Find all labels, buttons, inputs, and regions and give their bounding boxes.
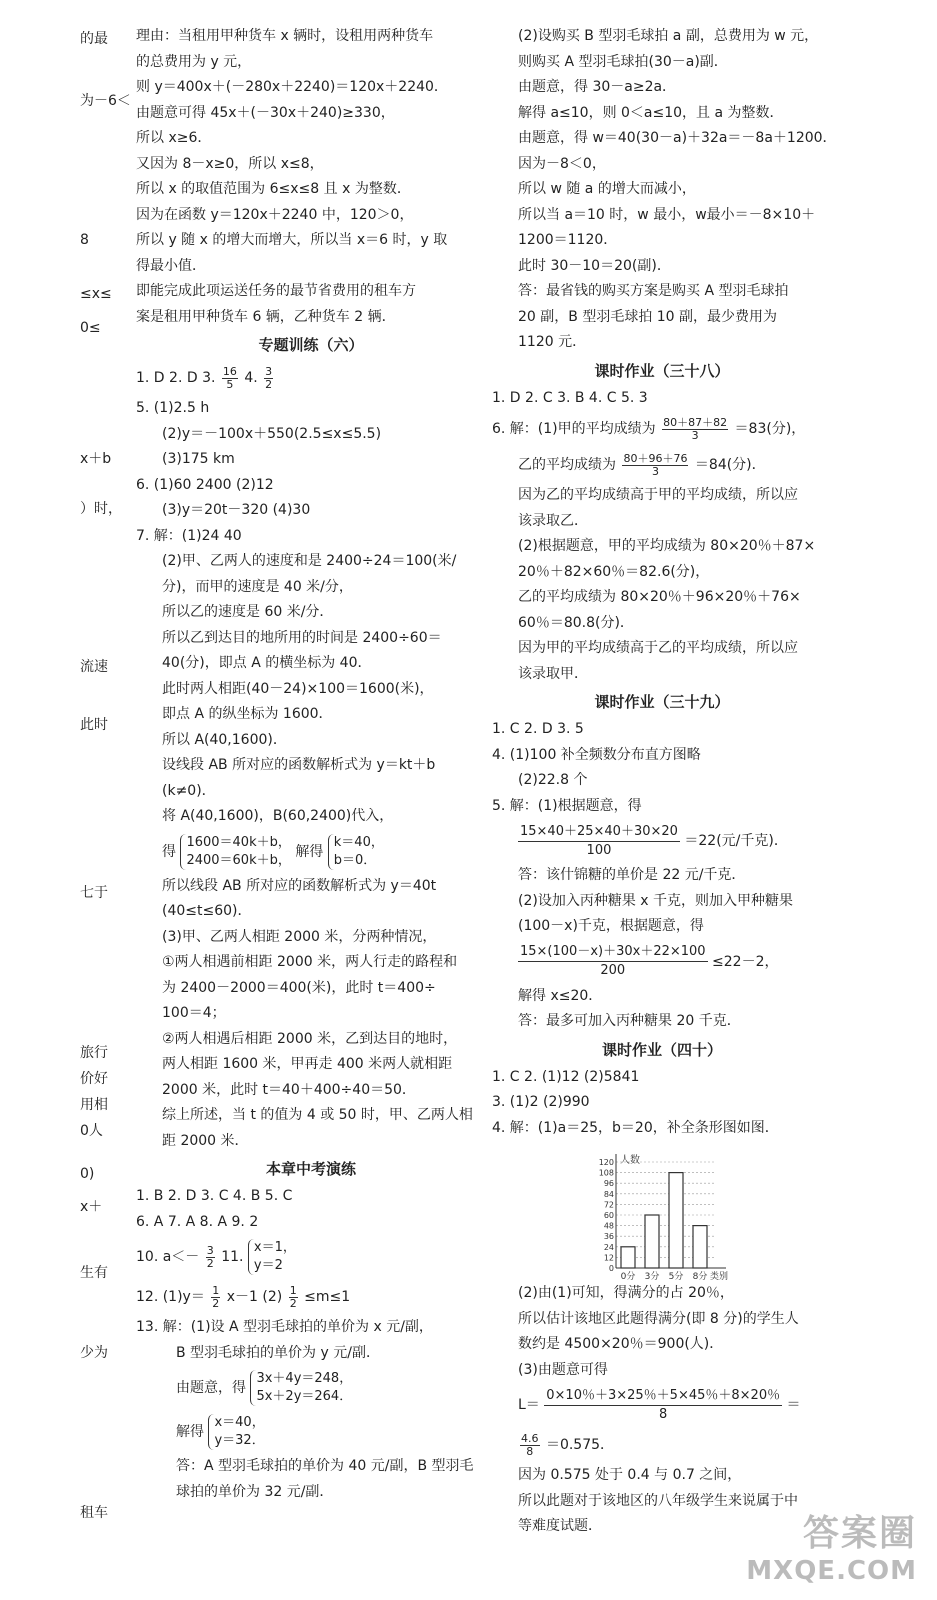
- text-line: 综上所述，当 t 的值为 4 或 50 时，甲、乙两人相: [162, 1107, 473, 1123]
- margin-fragment: 0≤: [80, 320, 101, 336]
- text-line: 此时 30－10＝20(副)．: [518, 257, 671, 274]
- answer-text: x－1 (2): [226, 1289, 283, 1305]
- text-line: 1. B 2. D 3. C 4. B 5. C: [136, 1188, 293, 1204]
- equation-system: [328, 834, 384, 870]
- fraction: [544, 1387, 782, 1424]
- text-line: 所以乙的速度是 60 米/分．: [162, 604, 334, 620]
- text-line: (3)y＝20t－320 (4)30: [162, 502, 311, 518]
- bar: [621, 1247, 635, 1268]
- fraction-denominator: 2: [206, 1256, 214, 1270]
- text-line: 1. C 2. D 3. 5: [492, 721, 584, 737]
- text-line: 乙的平均成绩为 80×20％＋96×20％＋76×: [518, 589, 801, 605]
- fraction: [264, 366, 273, 391]
- section-heading: 专题训练（六）: [258, 336, 364, 354]
- fraction-numerator: 1: [212, 1283, 220, 1297]
- text-line: 所以线段 AB 所对应的函数解析式为 y＝40t: [162, 877, 437, 894]
- text-line: 20％＋82×60％＝82.6(分)，: [518, 563, 710, 580]
- answer-text: 解得: [176, 1424, 204, 1440]
- text-line: (2)设购买 B 型羽毛球拍 a 副，总费用为 w 元，: [518, 28, 819, 44]
- text-line: 20 副，B 型羽毛球拍 10 副，最少费用为: [518, 308, 778, 325]
- text-line: (3)由题意可得: [518, 1361, 608, 1378]
- fraction-denominator: 2: [265, 377, 273, 391]
- text-line: 解得 x≤20．: [518, 987, 603, 1004]
- text-line: 由题意可得 45x＋(－30x＋240)≥330，: [136, 104, 395, 121]
- margin-fragment: 租车: [80, 1505, 108, 1521]
- text-line: 所以 y 随 x 的增大而增大，所以当 x＝6 时，y 取: [136, 232, 448, 248]
- fraction-numerator: 4.6: [521, 1431, 539, 1445]
- section-heading: 课时作业（三十八）: [594, 361, 730, 380]
- margin-fragment: 价好: [80, 1071, 108, 1087]
- fraction-numerator: 1: [289, 1283, 297, 1297]
- margin-fragment: 的最: [80, 31, 108, 47]
- fraction-denominator: 2: [212, 1296, 220, 1310]
- text-line: (3)甲、乙两人相距 2000 米，分两种情况，: [162, 928, 437, 945]
- fraction-denominator: 8: [659, 1406, 668, 1422]
- fraction-numerator: 16: [222, 364, 237, 378]
- y-tick-label: 108: [598, 1168, 614, 1178]
- margin-fragment: 为－6＜: [80, 93, 131, 109]
- text-line: 因为甲的平均成绩高于乙的平均成绩，所以应: [518, 640, 798, 656]
- equation: y＝2: [253, 1258, 283, 1273]
- answer-text: ＝83(分)，: [734, 421, 806, 437]
- text-line: 5. 解：(1)根据题意，得: [492, 797, 642, 814]
- text-line: 案是租用甲种货车 6 辆，乙种货车 2 辆．: [136, 308, 396, 325]
- y-tick-label: 48: [603, 1221, 614, 1231]
- answer-text: 11.: [221, 1249, 244, 1265]
- answer-text: ＝0.575．: [545, 1437, 615, 1453]
- answer-line: [492, 1427, 832, 1463]
- text-line: 4. (1)100 补全频数分布直方图略: [492, 746, 701, 763]
- fraction-numerator: 80＋96＋76: [623, 451, 688, 465]
- bar-chart-svg: [590, 1154, 740, 1289]
- answer-text: 10. a＜－: [136, 1249, 200, 1265]
- fraction-denominator: 100: [586, 842, 612, 858]
- text-line: ②两人相遇后相距 2000 米，乙到达目的地时，: [162, 1030, 458, 1047]
- text-line: 此时两人相距(40－24)×100＝1600(米)，: [162, 680, 434, 697]
- text-line: 答：最多可加入丙种糖果 20 千克．: [518, 1013, 741, 1029]
- text-line: 所以 w 随 a 的增大而减小，: [518, 181, 696, 197]
- text-line: 40(分)，即点 A 的横坐标为 40．: [162, 655, 372, 671]
- text-line: 距 2000 米．: [162, 1132, 249, 1149]
- equation-line: [136, 830, 486, 874]
- text-line: 所以 A(40,1600)．: [162, 731, 287, 748]
- fraction: [520, 1433, 540, 1458]
- answer-line: [136, 1235, 486, 1279]
- watermark: [746, 1505, 917, 1586]
- text-line: 所以估计该地区此题得满分(即 8 分)的学生人: [518, 1310, 799, 1327]
- margin-fragment: 少为: [80, 1345, 108, 1361]
- y-tick-label: 84: [603, 1189, 614, 1199]
- fraction: [211, 1285, 220, 1310]
- text-line: 6. A 7. A 8. A 9. 2: [136, 1213, 259, 1230]
- fraction-numerator: 15×(100－x)＋30x＋22×100: [518, 943, 708, 962]
- section-heading: 课时作业（三十九）: [594, 693, 730, 711]
- text-line: 则购买 A 型羽毛球拍(30－a)副．: [518, 53, 728, 70]
- answer-text: 得: [162, 843, 176, 860]
- y-tick-label: 0: [608, 1264, 614, 1273]
- answer-line: [136, 360, 486, 396]
- answer-text: 6. 解：(1)甲的平均成绩为: [492, 421, 656, 437]
- text-line: 由题意，得 w＝40(30－a)＋32a＝－8a＋1200．: [518, 130, 837, 146]
- x-axis-label: 类别: [709, 1272, 728, 1282]
- bar: [693, 1226, 707, 1268]
- margin-fragment: 流速: [80, 659, 108, 675]
- text-line: 4. 解：(1)a＝25，b＝20，补全条形图如图．: [492, 1119, 779, 1136]
- text-line: 则 y＝400x＋(－280x＋2240)＝120x＋2240．: [136, 79, 448, 95]
- text-line: 将 A(40,1600)，B(60,2400)代入，: [162, 808, 394, 824]
- text-line: (2)由(1)可知，得满分的占 20％，: [518, 1285, 734, 1301]
- equation: 1600＝40k＋b，: [186, 834, 291, 850]
- x-tick-label: 3分: [644, 1272, 660, 1282]
- text-line: (2)甲、乙两人的速度和是 2400÷24＝100(米/: [162, 553, 457, 569]
- text-line: 该录取乙．: [518, 512, 588, 529]
- fraction: [622, 453, 688, 478]
- equation: 5x＋2y＝264．: [256, 1389, 353, 1404]
- fraction-numerator: 0×10％＋3×25％＋5×45％＋8×20％: [544, 1387, 782, 1406]
- fraction: [206, 1245, 215, 1270]
- answer-text: 12. (1)y＝: [136, 1289, 205, 1305]
- fraction-denominator: 8: [526, 1444, 534, 1458]
- answer-line: [492, 940, 832, 984]
- text-line: 即点 A 的纵坐标为 1600．: [162, 706, 333, 722]
- bar: [669, 1173, 683, 1268]
- text-line: 1. D 2. C 3. B 4. C 5. 3: [492, 389, 648, 406]
- text-line: (40≤t≤60)．: [162, 903, 252, 919]
- equation: k＝40，: [333, 834, 384, 850]
- equation: 2400＝60k＋b，: [186, 852, 291, 868]
- margin-fragment: x＋: [80, 1199, 103, 1215]
- equation-line: [136, 1366, 486, 1410]
- fraction: [518, 943, 708, 980]
- answer-text: 1. D 2. D 3.: [136, 370, 216, 386]
- text-line: 100＝4；: [162, 1005, 226, 1021]
- text-line: 答：A 型羽毛球拍的单价为 40 元/副，B 型羽毛: [176, 1458, 474, 1474]
- text-line: 即能完成此项运送任务的最节省费用的租车方: [136, 283, 416, 299]
- fraction-numerator: 3: [265, 364, 273, 378]
- text-line: 答：最省钱的购买方案是购买 A 型羽毛球拍: [518, 283, 789, 299]
- margin-fragment: 七于: [80, 885, 108, 901]
- answer-text: ＝84(分)．: [694, 457, 766, 473]
- answer-text: 解得: [295, 843, 324, 860]
- answer-text: L＝: [518, 1397, 540, 1413]
- margin-fragment: 旅行: [80, 1045, 108, 1061]
- fraction: [662, 417, 728, 442]
- text-line: (k≠0)．: [162, 782, 216, 799]
- text-line: 所以此题对于该地区的八年级学生来说属于中: [518, 1492, 798, 1509]
- answer-text: 乙的平均成绩为: [518, 457, 616, 473]
- fraction-denominator: 200: [600, 963, 626, 978]
- text-line: B 型羽毛球拍的单价为 y 元/副．: [176, 1344, 380, 1361]
- left-column: [136, 24, 486, 1505]
- text-line: 又因为 8－x≥0，所以 x≤8，: [136, 155, 324, 172]
- fraction-numerator: 15×40＋25×40＋30×20: [518, 823, 680, 842]
- text-line: 设线段 AB 所对应的函数解析式为 y＝kt＋b: [162, 757, 436, 773]
- text-line: 6. (1)60 2400 (2)12: [136, 476, 274, 493]
- margin-fragment: ）时，: [80, 501, 122, 517]
- text-line: (2)y＝－100x＋550(2.5≤x≤5.5): [162, 425, 382, 442]
- answer-line: [136, 1279, 486, 1315]
- text-line: 该录取甲．: [518, 665, 588, 682]
- right-column: [492, 24, 837, 1540]
- section-heading: 本章中考演练: [265, 1160, 356, 1178]
- text-line: 球拍的单价为 32 元/副．: [176, 1483, 334, 1500]
- fraction: [222, 366, 238, 391]
- equation: x＝1，: [253, 1240, 296, 1255]
- equation: x＝40，: [214, 1415, 265, 1430]
- fraction-numerator: 80＋87＋82: [663, 415, 728, 429]
- answer-line: [492, 1383, 832, 1427]
- margin-fragment: x＋b: [80, 451, 112, 467]
- text-line: 所以乙到达目的地所用的时间是 2400÷60＝: [162, 629, 442, 646]
- text-line: 13. 解：(1)设 A 型羽毛球拍的单价为 x 元/副，: [136, 1319, 433, 1335]
- text-line: (3)175 km: [162, 451, 235, 467]
- text-line: ①两人相遇前相距 2000 米，两人行走的路程和: [162, 954, 458, 970]
- answer-line: [492, 447, 832, 483]
- equation: b＝0．: [333, 852, 377, 868]
- text-line: 分)，而甲的速度是 40 米/分，: [162, 578, 353, 595]
- text-line: 所以当 a＝10 时，w 最小，w最小＝－8×10＋: [518, 206, 816, 223]
- y-axis-label: 人数: [620, 1155, 640, 1166]
- text-line: 所以 x≥6．: [136, 130, 212, 146]
- text-line: 1. C 2. (1)12 (2)5841: [492, 1068, 640, 1085]
- margin-fragment: 生有: [80, 1265, 108, 1281]
- equation-line: [136, 1410, 486, 1454]
- y-tick-label: 12: [603, 1253, 614, 1263]
- text-line: 1200＝1120．: [518, 232, 618, 248]
- text-line: (2)22.8 个: [518, 772, 588, 788]
- y-tick-label: 96: [603, 1179, 614, 1189]
- text-line: 因为乙的平均成绩高于甲的平均成绩，所以应: [518, 487, 798, 503]
- answer-text: 4.: [244, 370, 258, 386]
- margin-fragment: 用相: [80, 1097, 108, 1113]
- text-line: (100－x)千克，根据题意，得: [518, 918, 704, 934]
- text-line: 60％＝80.8(分)．: [518, 614, 634, 631]
- text-line: 5. (1)2.5 h: [136, 400, 210, 416]
- x-tick-label: 5分: [668, 1272, 684, 1282]
- text-line: 由题意，得 30－a≥2a．: [518, 79, 677, 95]
- answer-text: ＝: [786, 1397, 801, 1413]
- equation-system: [180, 834, 290, 870]
- x-tick-label: 0分: [620, 1272, 636, 1282]
- text-line: 数约是 4500×20％＝900(人)．: [518, 1336, 724, 1352]
- fraction-denominator: 5: [226, 377, 234, 391]
- answer-text: ＝22(元/千克)．: [684, 833, 788, 849]
- text-line: 等难度试题．: [518, 1518, 602, 1534]
- margin-fragment: 8: [80, 232, 89, 248]
- margin-fragment: 此时: [80, 717, 108, 733]
- answer-text: ≤22－2，: [712, 953, 779, 970]
- text-line: 为 2400－2000＝400(米)，此时 t＝400÷: [162, 979, 436, 996]
- text-line: 因为－8＜0，: [518, 155, 606, 172]
- fraction-denominator: 3: [651, 464, 659, 478]
- y-tick-label: 60: [603, 1211, 614, 1220]
- fraction-denominator: 3: [691, 428, 699, 442]
- x-tick-label: 8分: [692, 1272, 708, 1282]
- text-line: 答：该什锦糖的单价是 22 元/千克．: [518, 867, 746, 883]
- margin-fragment: ≤x≤: [80, 286, 112, 302]
- answer-line: [492, 411, 832, 447]
- text-line: 因为 0.575 处于 0.4 与 0.7 之间，: [518, 1467, 742, 1483]
- y-tick-label: 120: [598, 1158, 614, 1167]
- y-tick-label: 24: [603, 1242, 614, 1252]
- text-line: 1120 元．: [518, 334, 587, 350]
- answer-text: ≤m≤1: [304, 1289, 351, 1305]
- equation-system: [250, 1370, 352, 1406]
- answer-text: 由题意，得: [176, 1380, 246, 1396]
- margin-fragment: 0): [80, 1166, 95, 1182]
- text-line: 解得 a≤10，则 0＜a≤10，且 a 为整数．: [518, 104, 784, 121]
- text-line: 因为在函数 y＝120x＋2240 中，120＞0，: [136, 206, 414, 223]
- text-line: 两人相距 1600 米，甲再走 400 米两人就相距: [162, 1056, 453, 1072]
- section-heading: 课时作业（四十）: [601, 1040, 722, 1059]
- equation-system: [248, 1239, 296, 1275]
- equation: 3x＋4y＝248，: [256, 1371, 353, 1386]
- fraction-numerator: 3: [206, 1243, 214, 1257]
- watermark-url: MXQE.COM: [746, 1556, 917, 1586]
- fraction: [289, 1285, 298, 1310]
- fraction: [518, 823, 680, 860]
- answer-line: [492, 819, 832, 863]
- text-line: (2)设加入丙种糖果 x 千克，则加入甲种糖果: [518, 892, 794, 909]
- text-line: 的总费用为 y 元，: [136, 53, 252, 70]
- equation-system: [208, 1414, 264, 1450]
- margin-fragment: 0人: [80, 1123, 103, 1139]
- text-line: 理由：当租用甲种货车 x 辆时，设租用两种货车: [136, 28, 434, 44]
- bar: [645, 1215, 659, 1268]
- y-tick-label: 36: [603, 1232, 614, 1242]
- text-line: (2)根据题意，甲的平均成绩为 80×20％＋87×: [518, 538, 816, 554]
- text-line: 7. 解：(1)24 40: [136, 527, 242, 544]
- y-tick-label: 72: [603, 1200, 614, 1210]
- fraction-denominator: 2: [289, 1296, 297, 1310]
- text-line: 所以 x 的取值范围为 6≤x≤8 且 x 为整数．: [136, 181, 411, 197]
- text-line: 2000 米，此时 t＝40＋400÷40＝50．: [162, 1081, 416, 1098]
- watermark-logo-text: 答案圈: [802, 1513, 917, 1554]
- text-line: 3. (1)2 (2)990: [492, 1094, 590, 1110]
- bar-chart: [590, 1154, 740, 1289]
- text-line: 得最小值．: [136, 257, 206, 274]
- equation: y＝32．: [214, 1433, 265, 1448]
